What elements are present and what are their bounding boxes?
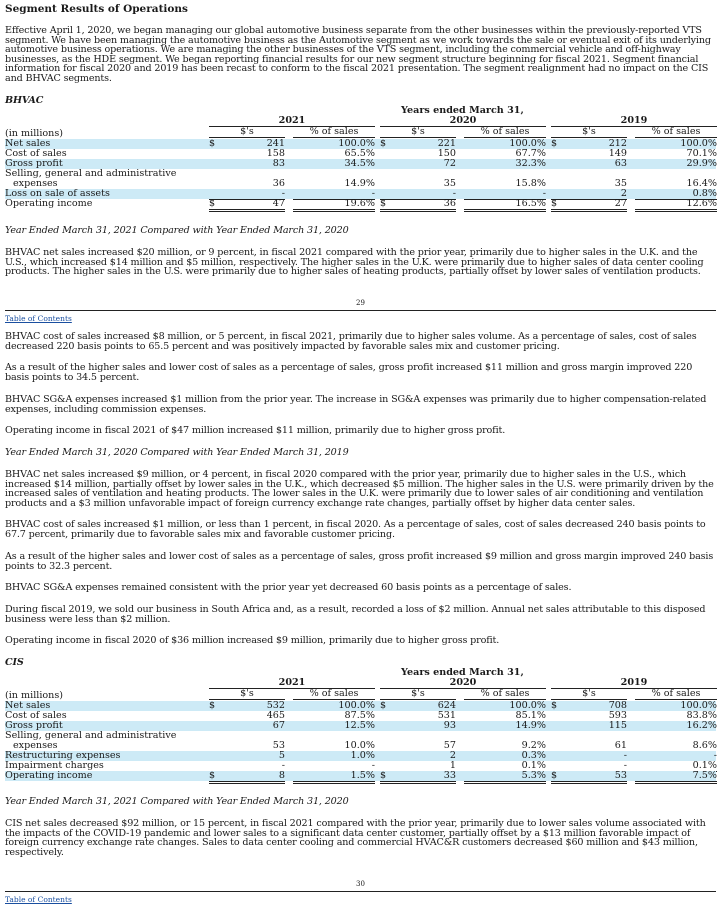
percent-column-header: % of sales bbox=[293, 127, 375, 138]
bhvac-sga-paragraph: BHVAC SG&A expenses increased $1 million from the prior year. The increase in SG&A expenses was primarily due to higher compensation-related expenses, including commission expenses. bbox=[5, 394, 707, 415]
table-of-contents-link[interactable]: Table of Contents bbox=[5, 895, 72, 904]
row-label-text: Loss on sale of assets bbox=[5, 188, 110, 199]
percent-value: 14.9% bbox=[344, 178, 375, 189]
bhvac-cost-paragraph: BHVAC cost of sales increased $8 million, or 5 percent, in fiscal 2021, primarily due to higher sales volume. As a percentage of sales, cost of sales decreased 220 basis points to 65.5 percent and was positively impacted by favorable sales mix and customer pricing. bbox=[5, 331, 697, 352]
row-label-text: Cost of sales bbox=[5, 148, 67, 159]
bhvac-sga-2020-paragraph: BHVAC SG&A expenses remained consistent with the prior year yet decreased 60 basis points as a percentage of sales. bbox=[5, 582, 572, 593]
dollar-sign: $ bbox=[551, 770, 558, 781]
year-header: 2020 bbox=[380, 678, 546, 689]
subheading-2020-vs-2019: Year Ended March 31, 2020 Compared with Year Ended March 31, 2019 bbox=[5, 447, 349, 458]
dollar-sign: $ bbox=[380, 198, 387, 209]
row-label-text: Net sales bbox=[5, 700, 51, 711]
table-row bbox=[5, 751, 716, 761]
dollar-value: 221 bbox=[437, 138, 456, 149]
dollar-value: 149 bbox=[608, 148, 627, 159]
percent-value: 16.5% bbox=[464, 199, 546, 212]
dollar-value: 2 bbox=[551, 189, 627, 200]
percent-value: 100.0% bbox=[680, 138, 717, 149]
dollar-value: - bbox=[209, 761, 285, 772]
table-row bbox=[5, 199, 716, 209]
dollar-value: 72 bbox=[443, 158, 456, 169]
bhvac-heading: BHVAC bbox=[5, 95, 44, 106]
page-divider bbox=[5, 891, 716, 892]
year-header: 2021 bbox=[209, 116, 375, 127]
dollar-value: 35 bbox=[443, 178, 456, 189]
dollar-sign: $ bbox=[380, 770, 387, 781]
cis-heading: CIS bbox=[5, 657, 24, 668]
dollar-value: 36 bbox=[380, 199, 456, 212]
percent-column-header: % of sales bbox=[635, 689, 717, 700]
row-label-text: Restructuring expenses bbox=[5, 750, 121, 761]
dollar-value: - bbox=[623, 750, 627, 761]
in-millions-label: (in millions) bbox=[5, 690, 64, 701]
percent-value: 19.6% bbox=[293, 199, 375, 212]
dollar-sign: $ bbox=[380, 138, 387, 149]
row-label bbox=[5, 771, 92, 781]
bhvac-operating-income-2020-paragraph: Operating income in fiscal 2020 of $36 million increased $9 million, primarily due to higher gross profit. bbox=[5, 635, 500, 646]
percent-column-header: % of sales bbox=[464, 127, 546, 138]
dollar-value: 83 bbox=[272, 158, 285, 169]
year-header: 2019 bbox=[551, 678, 717, 689]
bhvac-gross-profit-paragraph: As a result of the higher sales and lower cost of sales as a percentage of sales, gross profit increased $11 million and gross margin improved 220 basis points to 34.5 percent. bbox=[5, 362, 693, 383]
dollars-column-header: $'s bbox=[551, 127, 627, 138]
dollar-value: 532 bbox=[266, 700, 285, 711]
year-header: 2020 bbox=[380, 116, 546, 127]
percent-value: 16.4% bbox=[686, 178, 717, 189]
percent-value: 29.9% bbox=[686, 158, 717, 169]
dollar-value: 35 bbox=[614, 178, 627, 189]
subheading-cis-2021-vs-2020: Year Ended March 31, 2021 Compared with Year Ended March 31, 2020 bbox=[5, 796, 349, 807]
page-number: 29 bbox=[356, 299, 365, 307]
dollar-value: 2 bbox=[449, 750, 456, 761]
dollar-value: 115 bbox=[608, 720, 627, 731]
dollar-value: 33 bbox=[380, 771, 456, 784]
row-label-text: Cost of sales bbox=[5, 710, 67, 721]
row-label-text: Selling, general and administrative bbox=[5, 730, 177, 741]
dollar-value: 67 bbox=[272, 720, 285, 731]
dollar-sign: $ bbox=[209, 700, 216, 711]
dollar-value: 8 bbox=[209, 771, 285, 784]
percent-value: 0.1% bbox=[635, 761, 717, 772]
dollar-value: 708 bbox=[608, 700, 627, 711]
percent-value: 0.1% bbox=[464, 761, 546, 772]
bhvac-operating-income-paragraph: Operating income in fiscal 2021 of $47 million increased $11 million, primarily due to higher gross profit. bbox=[5, 425, 506, 436]
percent-value: 83.8% bbox=[686, 710, 717, 721]
dollar-sign: $ bbox=[380, 700, 387, 711]
percent-value: 34.5% bbox=[344, 158, 375, 169]
dollar-value: 93 bbox=[443, 720, 456, 731]
row-label-text: Net sales bbox=[5, 138, 51, 149]
percent-value: 8.6% bbox=[692, 740, 717, 751]
dollar-value: 53 bbox=[551, 771, 627, 784]
dollar-sign: $ bbox=[209, 198, 216, 209]
dollar-sign: $ bbox=[551, 198, 558, 209]
dollar-value: 61 bbox=[614, 740, 627, 751]
row-label-text: Selling, general and administrative bbox=[5, 168, 177, 179]
percent-value: 5.3% bbox=[464, 771, 546, 784]
dollar-value: 593 bbox=[608, 710, 627, 721]
percent-value: 32.3% bbox=[515, 158, 546, 169]
percent-value: - bbox=[464, 189, 546, 200]
percent-value: 100.0% bbox=[338, 700, 375, 711]
percent-value: 1.0% bbox=[350, 750, 375, 761]
table-of-contents-link[interactable]: Table of Contents bbox=[5, 314, 72, 323]
years-ended-header: Years ended March 31, bbox=[401, 667, 524, 678]
percent-value: 70.1% bbox=[686, 148, 717, 159]
bhvac-south-africa-paragraph: During fiscal 2019, we sold our business in South Africa and, as a result, recorded a loss of $2 million. Annual net sales attributable to this disposed business were less than $2 million. bbox=[5, 604, 706, 625]
table-row bbox=[5, 168, 717, 189]
dollar-value: 27 bbox=[551, 199, 627, 212]
percent-column-header: % of sales bbox=[464, 689, 546, 700]
dollars-column-header: $'s bbox=[209, 689, 285, 700]
percent-value: 0.8% bbox=[635, 189, 717, 200]
percent-value: 100.0% bbox=[338, 138, 375, 149]
dollar-value: 53 bbox=[272, 740, 285, 751]
in-millions-label: (in millions) bbox=[5, 128, 64, 139]
row-label-text: Operating income bbox=[5, 198, 93, 209]
dollar-value: 36 bbox=[272, 178, 285, 189]
dollar-value: 47 bbox=[209, 199, 285, 212]
row-label bbox=[5, 731, 176, 751]
percent-value: - bbox=[713, 750, 717, 761]
intro-paragraph: Effective April 1, 2020, we began managing our global automotive business separate from the other businesses within the previously-reported VTS segment. We have been managing the automotive business as the Automotive segment as we work towards the sale or eventual exit of its underlying automotive business operations. We are managing the other businesses of the VTS segment, including the commercial vehicle and off-highway businesses, as the HDE segment. We began reporting financial results for our new segment structure beginning for fiscal 2021. Segment financial information for fiscal 2020 and 2019 has been recast to conform to the fiscal 2021 presentation. The segment realignment had no impact on the CIS and BHVAC segments. bbox=[5, 25, 711, 84]
dollar-value: 624 bbox=[437, 700, 456, 711]
percent-value: 100.0% bbox=[509, 138, 546, 149]
cis-net-sales-paragraph: CIS net sales decreased $92 million, or 15 percent, in fiscal 2021 compared with the prior year, primarily due to lower sales volume associated with the impacts of the COVID-19 pandemic and lower sales to a significant data center customer, partially offset by a $13 million favorable impact of foreign currency exchange rate changes. Sales to data center cooling and commercial HVAC&R customers decreased $60 million and $43 million, respectively. bbox=[5, 818, 706, 858]
percent-value: 9.2% bbox=[521, 740, 546, 751]
percent-value: 85.1% bbox=[515, 710, 546, 721]
percent-value: 10.0% bbox=[344, 740, 375, 751]
row-label-text: Impairment charges bbox=[5, 760, 104, 771]
row-label-continuation: expenses bbox=[13, 178, 58, 189]
percent-value: 12.6% bbox=[635, 199, 717, 212]
percent-value: 100.0% bbox=[509, 700, 546, 711]
subheading-2021-vs-2020: Year Ended March 31, 2021 Compared with Year Ended March 31, 2020 bbox=[5, 225, 349, 236]
percent-value: 0.3% bbox=[521, 750, 546, 761]
dollar-value: 63 bbox=[614, 158, 627, 169]
dollar-value: 465 bbox=[266, 710, 285, 721]
dollar-value: - bbox=[380, 189, 456, 200]
year-header: 2019 bbox=[551, 116, 717, 127]
dollar-value: 1 bbox=[380, 761, 456, 772]
dollar-sign: $ bbox=[209, 138, 216, 149]
percent-value: 16.2% bbox=[686, 720, 717, 731]
percent-value: 100.0% bbox=[680, 700, 717, 711]
percent-value: - bbox=[293, 761, 375, 772]
percent-value: 12.5% bbox=[344, 720, 375, 731]
dollar-value: 5 bbox=[278, 750, 285, 761]
dollar-value: 241 bbox=[266, 138, 285, 149]
dollars-column-header: $'s bbox=[380, 127, 456, 138]
years-ended-header: Years ended March 31, bbox=[401, 105, 524, 116]
percent-value: 7.5% bbox=[635, 771, 717, 784]
dollar-value: 150 bbox=[437, 148, 456, 159]
percent-value: 87.5% bbox=[344, 710, 375, 721]
dollar-value: 531 bbox=[437, 710, 456, 721]
percent-value: - bbox=[293, 189, 375, 200]
row-label bbox=[5, 169, 176, 189]
page-number: 30 bbox=[356, 880, 365, 888]
percent-value: 14.9% bbox=[515, 720, 546, 731]
dollar-value: 158 bbox=[266, 148, 285, 159]
bhvac-net-sales-paragraph: BHVAC net sales increased $20 million, or 9 percent, in fiscal 2021 compared with the prior year, primarily due to higher sales in the U.K. and the U.S., which increased $14 million and $5 million, respectively. The higher sales in the U.K. were primarily due to higher sales of data center cooling products. The higher sales in the U.S. were primarily due to higher sales of heating products, partially offset by lower sales of ventilation products. bbox=[5, 247, 704, 278]
dollar-value: - bbox=[551, 761, 627, 772]
section-title: Segment Results of Operations bbox=[5, 3, 188, 15]
table-row bbox=[5, 771, 716, 781]
year-header: 2021 bbox=[209, 678, 375, 689]
dollar-sign: $ bbox=[551, 700, 558, 711]
dollars-column-header: $'s bbox=[209, 127, 285, 138]
row-label-text: Operating income bbox=[5, 770, 93, 781]
row-label bbox=[5, 199, 92, 209]
percent-value: 65.5% bbox=[344, 148, 375, 159]
percent-value: 67.7% bbox=[515, 148, 546, 159]
percent-value: 1.5% bbox=[293, 771, 375, 784]
bhvac-gross-profit-2020-paragraph: As a result of the higher sales and lower cost of sales as a percentage of sales, gross profit increased $9 million and gross margin improved 240 basis points to 32.3 percent. bbox=[5, 551, 714, 572]
dollars-column-header: $'s bbox=[551, 689, 627, 700]
dollars-column-header: $'s bbox=[380, 689, 456, 700]
row-label-text: Gross profit bbox=[5, 720, 63, 731]
dollar-sign: $ bbox=[551, 138, 558, 149]
dollar-value: - bbox=[209, 189, 285, 200]
percent-column-header: % of sales bbox=[293, 689, 375, 700]
row-label-text: Gross profit bbox=[5, 158, 63, 169]
percent-value: 15.8% bbox=[515, 178, 546, 189]
dollar-value: 212 bbox=[608, 138, 627, 149]
row-label-continuation: expenses bbox=[13, 740, 58, 751]
page-divider bbox=[5, 310, 716, 311]
percent-column-header: % of sales bbox=[635, 127, 717, 138]
dollar-value: 57 bbox=[443, 740, 456, 751]
dollar-sign: $ bbox=[209, 770, 216, 781]
bhvac-cost-2020-paragraph: BHVAC cost of sales increased $1 million, or less than 1 percent, in fiscal 2020. As a percentage of sales, cost of sales decreased 240 basis points to 67.7 percent, primarily due to favorable sales mix and favorable customer pricing. bbox=[5, 519, 706, 540]
bhvac-net-sales-2020-paragraph: BHVAC net sales increased $9 million, or 4 percent, in fiscal 2020 compared with the prior year, primarily due to higher sales in the U.S., which increased $14 million, partially offset by lower sales in the U.K., which decreased $5 million. The higher sales in the U.S. were primarily driven by the increased sales of ventilation and heating products. The lower sales in the U.K. were primarily due to lower sales of air conditioning and ventilation products and a $3 million unfavorable impact of foreign currency exchange rate changes, partially offset by higher data center sales. bbox=[5, 469, 714, 509]
